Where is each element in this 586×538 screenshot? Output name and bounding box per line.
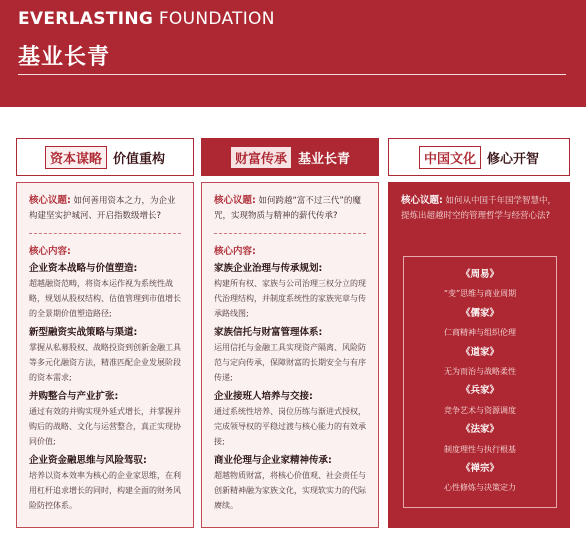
classic-title: 《道家》 [460, 346, 499, 358]
core-topic [214, 193, 366, 224]
tab-capital-strategy [16, 138, 194, 176]
section-title: 企业资本战略与价值塑造: [29, 263, 138, 274]
core-content-label: 核心内容: [214, 246, 256, 257]
topic-label: 核心议题: [401, 195, 443, 206]
tab-chip: 资本谋略 [45, 146, 107, 169]
tab-subtitle: 基业长青 [298, 151, 351, 167]
topic-label: 核心议题: [29, 195, 71, 206]
section-body: 运用信托与金融工具实现资产隔离、风险防范与定向传承，保障财富的长期安全与有序传递; [214, 343, 366, 382]
classic-desc: 竞争艺术与资源调度 [444, 405, 516, 415]
section-title: 商业伦理与企业家精神传承: [214, 455, 332, 466]
brand-bold: EVERLASTING [18, 9, 154, 29]
card-wealth-inheritance [201, 182, 379, 528]
header-divider [18, 74, 566, 75]
tab-subtitle: 价值重构 [113, 151, 166, 167]
divider [214, 233, 366, 234]
classic-desc: 心性修炼与决策定力 [444, 483, 516, 493]
card-capital-strategy [16, 182, 194, 528]
section-body: 掌握从私募股权、战略投资到创新金融工具等多元化融资方法，精准匹配企业发展阶段的资本需求; [29, 343, 181, 382]
classic-desc: 制度理性与执行根基 [444, 444, 516, 454]
tab-chip: 财富传承 [230, 146, 292, 169]
section-title: 家族企业治理与传承规划: [214, 263, 323, 274]
section-body: 超越融资范畴，将资本运作视为系统性战略，规划从股权结构、估值管理到市值增长的全景期价值塑造路径; [29, 279, 181, 318]
classic-title: 《周易》 [460, 269, 499, 280]
classic-title: 《禅宗》 [460, 462, 499, 474]
classics-box [403, 256, 557, 508]
section-title: 并购整合与产业扩张: [29, 391, 119, 402]
brand-rest: FOUNDATION [158, 9, 275, 29]
tab-chinese-culture [388, 138, 570, 176]
section-title: 企业资金融思维与风险驾驭: [29, 455, 147, 466]
section-body: 超越物质财富，将核心价值观、社会责任与创新精神融为家族文化，实现软实力的代际赓续。 [214, 471, 366, 510]
section-title: 家族信托与财富管理体系: [214, 327, 323, 338]
classic-desc: 无为而治与战略柔性 [444, 366, 516, 376]
classic-desc: “变”思维与商业周期 [443, 289, 517, 299]
tab-chip: 中国文化 [419, 146, 481, 169]
topic-text: 如何跨越“富不过三代”的魔咒，实现物质与精神的薪代传承? [214, 196, 361, 221]
core-topic [29, 193, 181, 224]
tab-subtitle: 修心开智 [487, 151, 540, 167]
classic-title: 《兵家》 [460, 385, 499, 397]
card-chinese-culture [388, 182, 570, 528]
section-body: 构建所有权、家族与公司治理三权分立的现代治理结构，并制度系统性的家族宪章与传承路线图; [214, 279, 366, 318]
section-body: 培养以资本效率为核心的企业家思维，在利用杠杆追求增长的同时，构建全面的财务风险防控体系。 [29, 471, 181, 510]
classic-title: 《儒家》 [460, 307, 499, 319]
page-title: 基业长青 [18, 45, 111, 70]
section-body: 通过有效的并购实现外延式增长，并掌握并购后的战略、文化与运营整合，真正实现协同价值; [29, 407, 181, 446]
divider [29, 233, 181, 234]
core-content-label: 核心内容: [29, 246, 71, 257]
section-title: 企业接班人培养与交接: [214, 391, 313, 402]
core-topic [401, 193, 557, 224]
classic-desc: 仁商精神与组织伦理 [444, 328, 516, 338]
section-body: 通过系统性培养、岗位历练与渐进式授权，完成领导权的平稳过渡与核心能力的有效承接; [214, 407, 366, 446]
classic-title: 《法家》 [460, 424, 499, 436]
topic-label: 核心议题: [214, 195, 256, 206]
topic-text: 如何善用资本之力，为企业构建坚实护城河、开启指数级增长? [29, 196, 176, 221]
tab-wealth-inheritance [201, 138, 379, 176]
topic-text: 如何从中国千年国学智慧中，提炼出超越时空的管理哲学与经营心法? [401, 196, 557, 221]
section-title: 新型融资实战策略与渠道: [29, 327, 138, 338]
header-banner [0, 0, 586, 107]
brand-name [18, 9, 275, 29]
